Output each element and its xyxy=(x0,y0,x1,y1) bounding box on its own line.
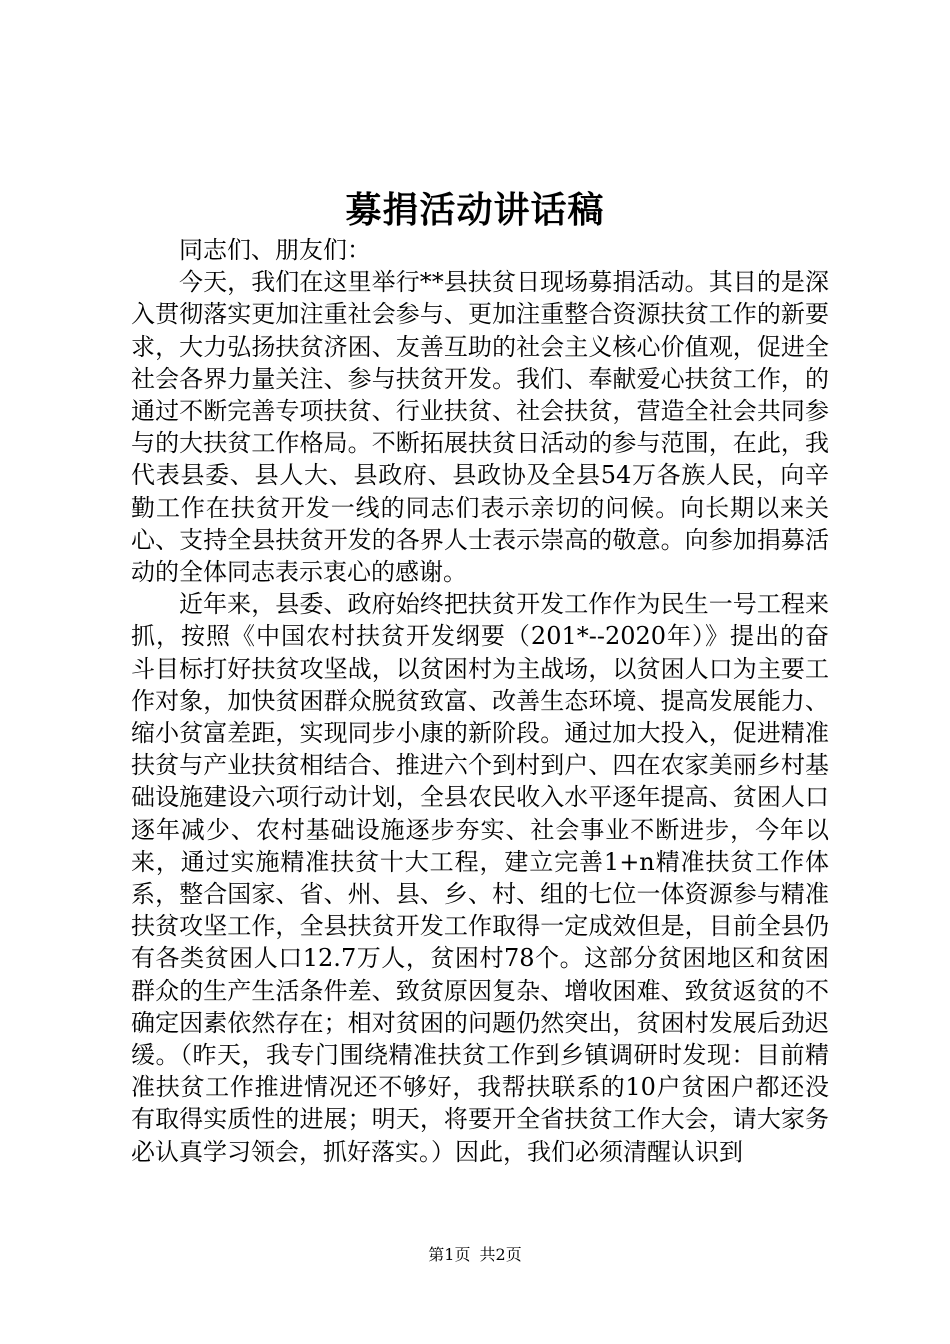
page-total: 共2页 xyxy=(479,1245,522,1264)
body-paragraph: 近年来，县委、政府始终把扶贫开发工作作为民生一号工程来抓，按照《中国农村扶贫开发纲要（201*--2020年）》提出的奋斗目标打好扶贫攻坚战，以贫困村为主战场，以贫困人口为主要工作对象，加快贫困群众脱贫致富、改善生态环境、提高发展能力、缩小贫富差距，实现同步小康的新阶段。通过加大投入，促进精准扶贫与产业扶贫相结合、推进六个到村到户、四在农家美丽乡村基础设施建设六项行动计划，全县农民收入水平逐年提高、贫困人口逐年减少、农村基础设施逐步夯实、社会事业不断进步，今年以来，通过实施精准扶贫十大工程，建立完善1+n精准扶贫工作体系，整合国家、省、州、县、乡、村、组的七位一体资源参与精准扶贫攻坚工作，全县扶贫开发工作取得一定成效但是，目前全县仍有各类贫困人口12.7万人，贫困村78个。这部分贫困地区和贫困群众的生产生活条件差、致贫原因复杂、增收困难、致贫返贫的不确定因素依然存在；相对贫困的问题仍然突出，贫困村发展后劲迟缓。（昨天，我专门围绕精准扶贫工作到乡镇调研时发现：目前精准扶贫工作推进情况还不够好，我帮扶联系的10户贫困户都还没有取得实质性的进展；明天，将要开全省扶贫工作大会，请大家务必认真学习领会，抓好落实。）因此，我们必须清醒认识到 xyxy=(131,590,829,1166)
salutation-paragraph: 同志们、朋友们： xyxy=(179,236,371,264)
document-body xyxy=(131,234,829,1168)
page-footer xyxy=(0,1244,950,1266)
page-title: 募捐活动讲话稿 xyxy=(345,189,605,231)
body-paragraph: 今天，我们在这里举行**县扶贫日现场募捐活动。其目的是深入贯彻落实更加注重社会参与、更加注重整合资源扶贫工作的新要求，大力弘扬扶贫济困、友善互助的社会主义核心价值观，促进全社会各界力量关注、参与扶贫开发。我们、奉献爱心扶贫工作，的通过不断完善专项扶贫、行业扶贫、社会扶贫，营造全社会共同参与的大扶贫工作格局。不断拓展扶贫日活动的参与范围，在此，我代表县委、县人大、县政府、县政协及全县54万各族人民，向辛勤工作在扶贫开发一线的同志们表示亲切的问候。向长期以来关心、支持全县扶贫开发的各界人士表示崇高的敬意。向参加捐募活动的全体同志表示衷心的感谢。 xyxy=(131,268,829,587)
page-number: 第1页 xyxy=(428,1245,471,1264)
